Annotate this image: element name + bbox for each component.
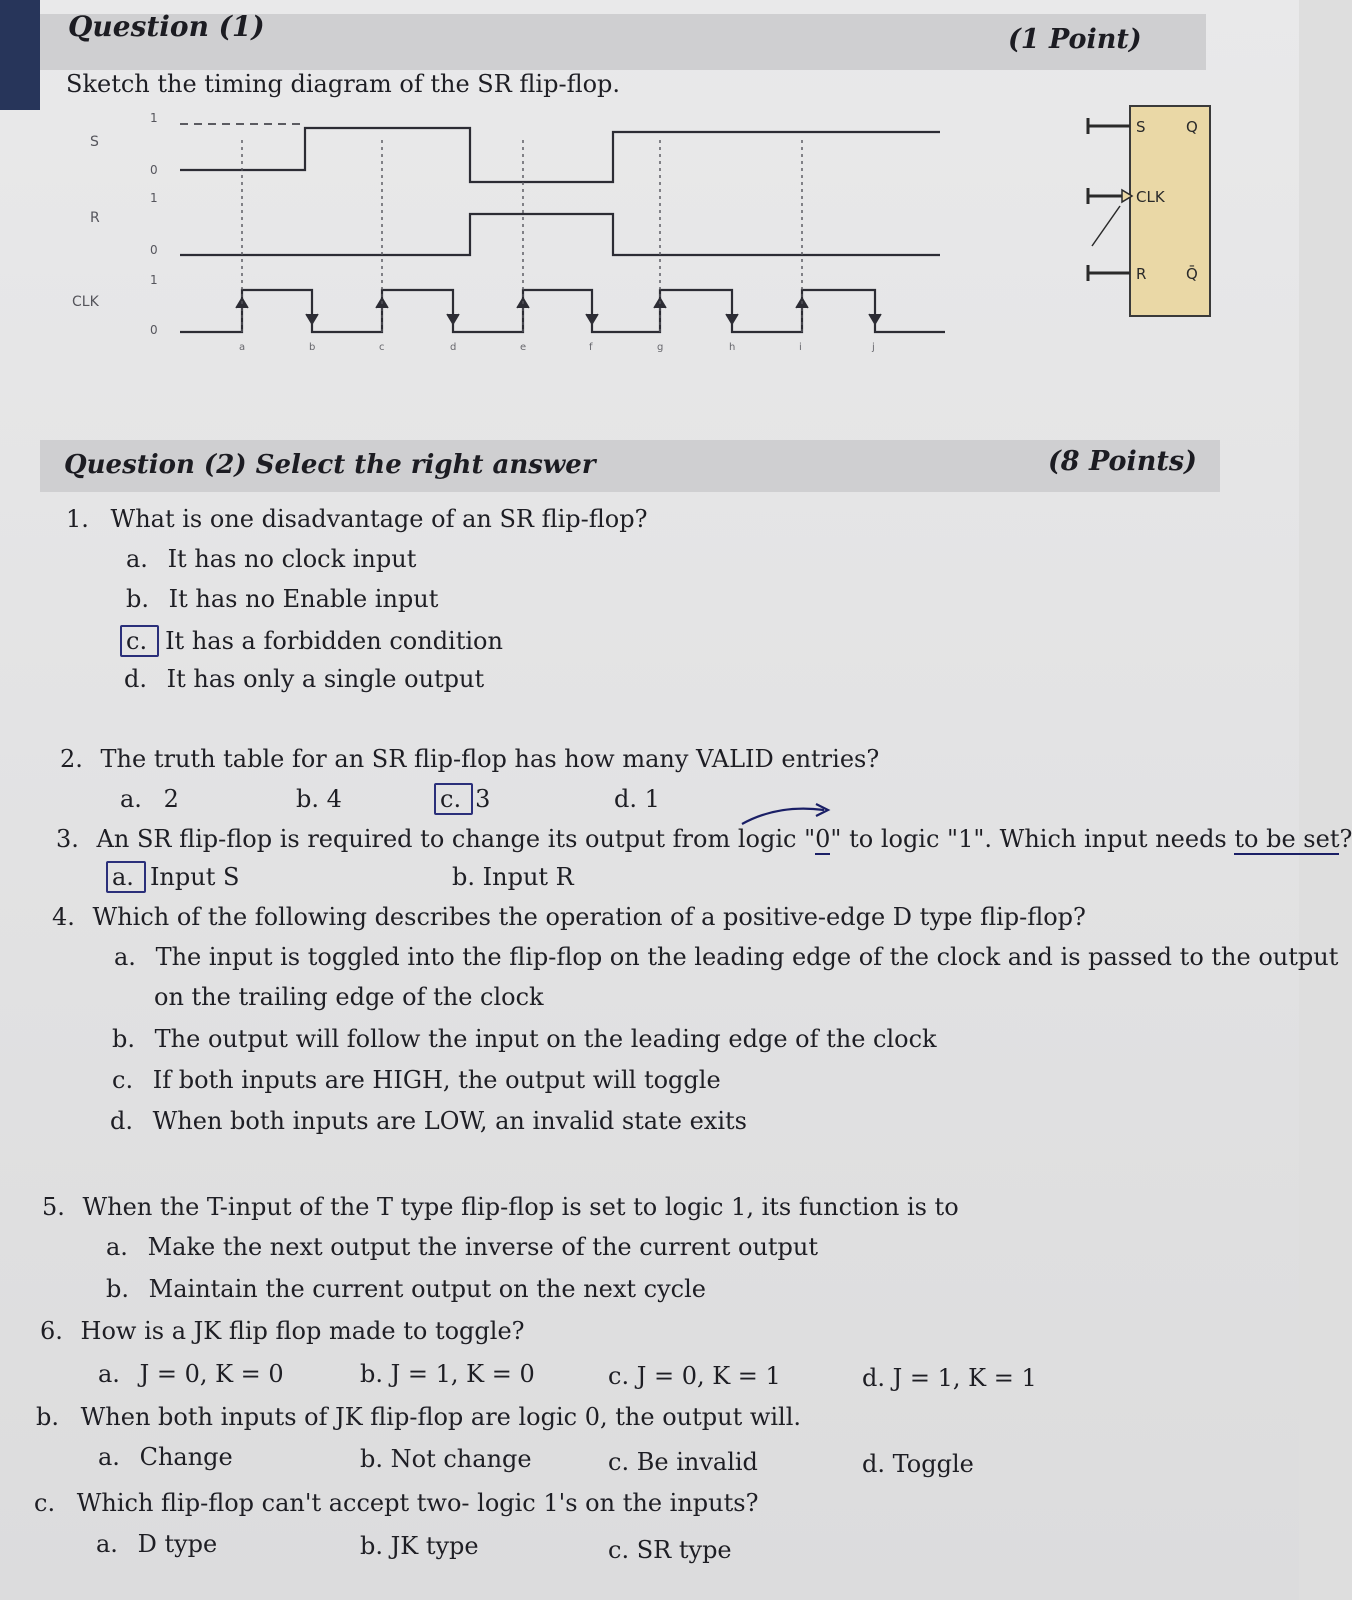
option-label: b. — [360, 1360, 383, 1388]
clk-edge-arrow — [869, 302, 881, 324]
clock-mark: f — [589, 342, 593, 353]
block-label-s: S — [1136, 118, 1146, 136]
option-label: a. — [126, 545, 148, 573]
option-text: It has no Enable input — [168, 585, 439, 613]
option-label: d. — [614, 785, 637, 813]
question-number: 6. — [40, 1317, 63, 1345]
option-row[interactable] — [106, 1233, 818, 1261]
underlined-zero: 0 — [815, 825, 831, 853]
flipflop-body — [1130, 106, 1210, 316]
option-row[interactable] — [112, 1066, 721, 1094]
question-2 — [60, 745, 879, 773]
option-row[interactable] — [862, 1364, 1037, 1392]
q1-points: (1 Point) — [1008, 24, 1142, 55]
question-b — [36, 1403, 801, 1431]
option-text: D type — [137, 1530, 218, 1558]
question-number: 5. — [42, 1193, 65, 1221]
option-text: SR type — [636, 1536, 732, 1564]
option-text: Be invalid — [636, 1448, 758, 1476]
option-text: When both inputs are LOW, an invalid state exits — [152, 1107, 747, 1135]
q2-points: (8 Points) — [1048, 446, 1197, 477]
question-text: Which of the following describes the operation of a positive-edge D type flip-flop? — [92, 903, 1086, 931]
option-text: J = 0, K = 0 — [139, 1360, 284, 1388]
option-label: c. — [608, 1362, 630, 1390]
option-text: Toggle — [892, 1450, 974, 1478]
option-label: d. — [862, 1450, 885, 1478]
option-row[interactable] — [862, 1450, 974, 1478]
clock-mark: g — [657, 342, 664, 353]
clock-mark: c — [379, 342, 385, 353]
question-number: b. — [36, 1403, 59, 1431]
option-text: If both inputs are HIGH, the output will toggle — [152, 1066, 721, 1094]
r-waveform — [180, 214, 940, 255]
option-label: c. — [112, 1066, 134, 1094]
option-label: a. — [106, 1233, 128, 1261]
option-text: Input R — [482, 863, 574, 891]
option-text: Input S — [149, 863, 240, 891]
question-number: 4. — [52, 903, 75, 931]
clk-edge-arrow — [586, 302, 598, 324]
question-5 — [42, 1193, 959, 1221]
question-1 — [66, 505, 647, 533]
option-text: Make the next output the inverse of the current output — [147, 1233, 819, 1261]
question-text: " to logic "1". Which input needs — [830, 825, 1235, 853]
option-text: J = 0, K = 1 — [636, 1362, 781, 1390]
question-text: Which flip-flop can't accept two- logic 1's on the inputs? — [76, 1489, 759, 1517]
page-edge-bar — [0, 0, 40, 110]
option-row-selected[interactable] — [440, 785, 490, 813]
question-4 — [52, 903, 1086, 931]
level-low: 0 — [150, 163, 158, 177]
option-row[interactable] — [126, 585, 438, 613]
option-row[interactable] — [608, 1536, 732, 1564]
option-row-continued — [154, 983, 544, 1011]
option-label: a. — [98, 1360, 120, 1388]
option-label: c. — [608, 1448, 630, 1476]
option-text: Maintain the current output on the next cycle — [148, 1275, 706, 1303]
option-label: b. — [296, 785, 319, 813]
option-row-selected[interactable] — [112, 863, 239, 891]
option-label: d. — [862, 1364, 885, 1392]
option-label: a. — [120, 785, 142, 813]
option-label: b. — [112, 1025, 135, 1053]
level-high: 1 — [150, 191, 158, 205]
option-row[interactable] — [98, 1443, 233, 1471]
clk-waveform — [180, 290, 945, 332]
option-row[interactable] — [110, 1107, 747, 1135]
signal-label-s: S — [90, 134, 99, 150]
timing-diagram — [60, 110, 980, 370]
option-label: b. — [126, 585, 149, 613]
option-label: a. — [96, 1530, 118, 1558]
question-number: 1. — [66, 505, 89, 533]
question-number: 3. — [56, 825, 79, 853]
block-label-q: Q — [1186, 118, 1198, 136]
question-6 — [40, 1317, 525, 1345]
option-row[interactable] — [124, 665, 484, 693]
clock-mark: b — [309, 342, 316, 353]
question-c — [34, 1489, 758, 1517]
question-text: How is a JK flip flop made to toggle? — [80, 1317, 525, 1345]
option-row[interactable] — [360, 1445, 532, 1473]
option-label: a. — [98, 1443, 120, 1471]
option-text: The output will follow the input on the leading edge of the clock — [154, 1025, 937, 1053]
q2-title: Question (2) Select the right answer — [64, 450, 596, 480]
option-text: JK type — [390, 1532, 479, 1560]
option-label: b. — [360, 1445, 383, 1473]
option-label: b. — [360, 1532, 383, 1560]
question-text: The truth table for an SR flip-flop has how many VALID entries? — [100, 745, 880, 773]
option-row[interactable] — [120, 785, 179, 813]
q1-instruction: Sketch the timing diagram of the SR flip-flop. — [66, 70, 621, 98]
question-text: When the T-input of the T type flip-flop is set to logic 1, its function is to — [82, 1193, 959, 1221]
option-row[interactable] — [360, 1532, 479, 1560]
option-text: on the trailing edge of the clock — [154, 983, 544, 1011]
option-text: Not change — [390, 1445, 532, 1473]
option-text: 1 — [644, 785, 660, 813]
option-text: 4 — [326, 785, 342, 813]
option-row[interactable] — [360, 1360, 535, 1388]
clock-mark: a — [239, 342, 246, 353]
option-row[interactable] — [112, 1025, 937, 1053]
signal-label-clk: CLK — [72, 294, 99, 310]
level-low: 0 — [150, 323, 158, 337]
option-row-selected[interactable] — [126, 625, 503, 657]
clk-edge-arrow — [447, 302, 459, 324]
option-row[interactable] — [296, 785, 342, 813]
option-row[interactable] — [126, 545, 416, 573]
clk-edge-arrow — [726, 302, 738, 324]
option-label-circled: c. — [120, 625, 159, 657]
question-text: An SR flip-flop is required to change its output from logic " — [96, 825, 816, 853]
option-row[interactable] — [452, 863, 574, 891]
level-low: 0 — [150, 243, 158, 257]
option-text: Change — [139, 1443, 233, 1471]
question-text: When both inputs of JK flip-flop are logic 0, the output will. — [80, 1403, 802, 1431]
clk-edge-arrow — [306, 302, 318, 324]
option-row[interactable] — [614, 785, 660, 813]
option-label: b. — [106, 1275, 129, 1303]
option-label: a. — [114, 943, 136, 971]
s-waveform — [180, 128, 940, 182]
question-number: 2. — [60, 745, 83, 773]
option-text: It has only a single output — [166, 665, 485, 693]
clock-mark: d — [450, 342, 457, 353]
option-label-circled: c. — [434, 783, 473, 815]
clock-mark: h — [729, 342, 736, 353]
option-row[interactable] — [114, 943, 1338, 971]
option-text: 2 — [163, 785, 179, 813]
option-text: The input is toggled into the flip-flop on the leading edge of the clock and is passed to the output — [155, 943, 1339, 971]
sr-flipflop-symbol — [1072, 96, 1222, 326]
question-3 — [56, 825, 1352, 853]
clock-mark: e — [520, 342, 527, 353]
option-label-circled: a. — [106, 861, 146, 893]
q1-title: Question (1) — [68, 10, 265, 43]
option-text: J = 1, K = 0 — [390, 1360, 535, 1388]
block-label-r: R — [1136, 265, 1147, 283]
question-text: ? — [1339, 825, 1352, 853]
option-row[interactable] — [106, 1275, 706, 1303]
option-label: c. — [608, 1536, 630, 1564]
option-label: d. — [110, 1107, 133, 1135]
clock-mark: j — [872, 342, 875, 353]
option-row[interactable] — [608, 1362, 781, 1390]
clock-mark: i — [799, 342, 802, 353]
level-high: 1 — [150, 273, 158, 287]
option-text: J = 1, K = 1 — [892, 1364, 1037, 1392]
signal-label-r: R — [90, 210, 100, 226]
option-label: d. — [124, 665, 147, 693]
option-row[interactable] — [608, 1448, 758, 1476]
level-high: 1 — [150, 111, 158, 125]
option-text: It has a forbidden condition — [165, 627, 503, 655]
option-row[interactable] — [96, 1530, 217, 1558]
question-number: c. — [34, 1489, 56, 1517]
block-label-clk: CLK — [1136, 188, 1165, 206]
option-row[interactable] — [98, 1360, 284, 1388]
option-text: It has no clock input — [167, 545, 417, 573]
underlined-phrase: to be set — [1234, 825, 1340, 853]
option-label: b. — [452, 863, 475, 891]
question-text: What is one disadvantage of an SR flip-flop? — [110, 505, 648, 533]
option-text: 3 — [475, 785, 491, 813]
block-label-qbar: Q̄ — [1186, 265, 1198, 283]
